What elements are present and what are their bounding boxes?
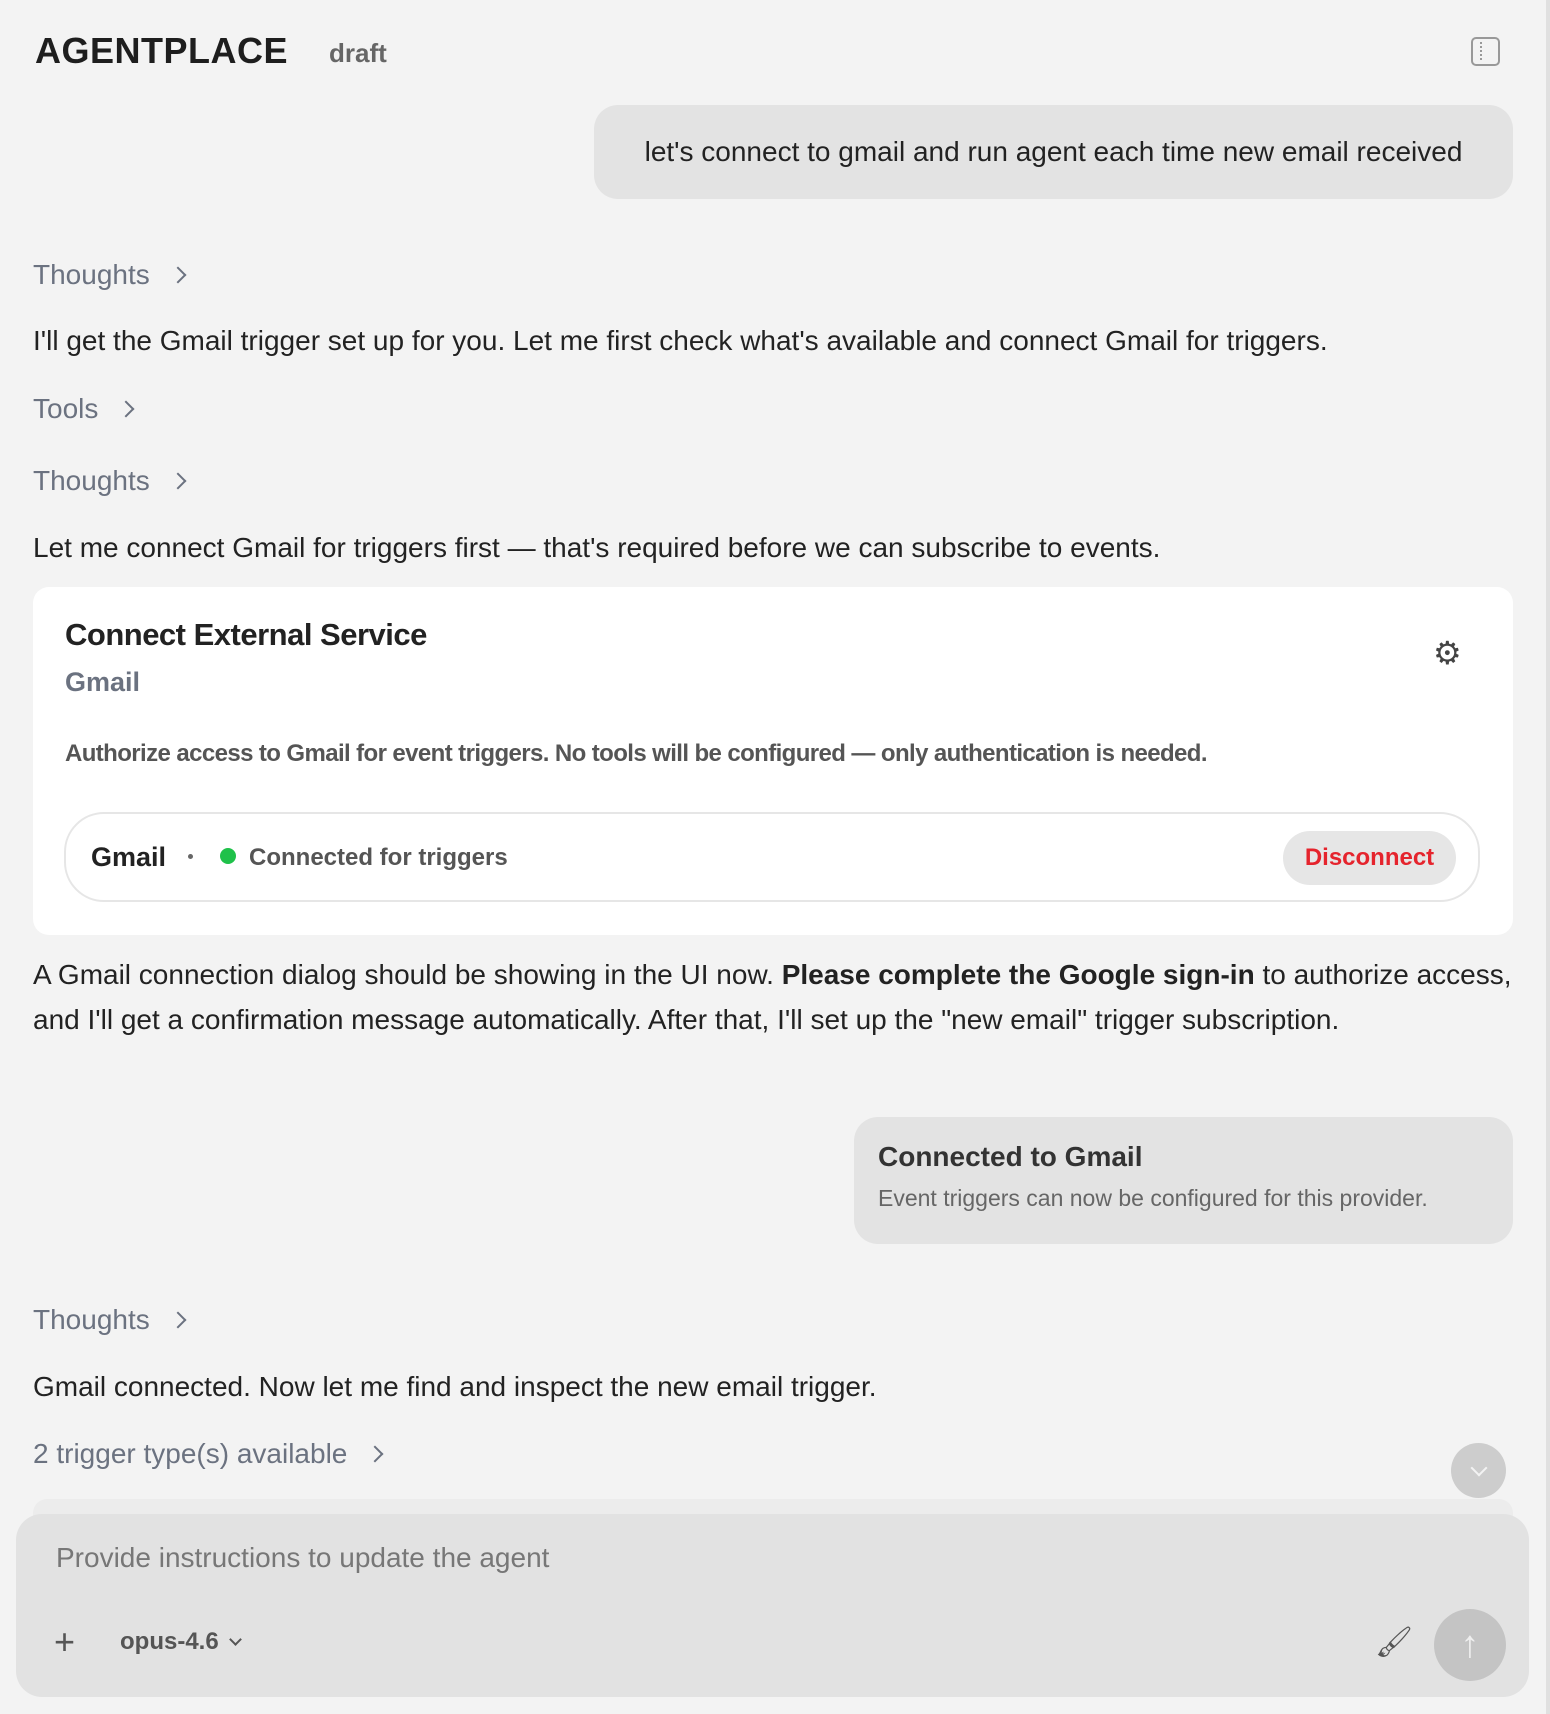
assistant-message: Let me connect Gmail for triggers first — that's required before we can subscribe to events. — [33, 532, 1161, 563]
assistant-message: Gmail connected. Now let me find and inspect the new email trigger. — [33, 1371, 877, 1402]
thoughts-label: Thoughts — [33, 1304, 150, 1335]
confirmation-subtitle: Event triggers can now be configured for this provider. — [878, 1185, 1428, 1211]
chevron-right-icon — [169, 267, 186, 284]
confirmation-title: Connected to Gmail — [878, 1141, 1143, 1172]
composer — [16, 1514, 1529, 1697]
card-title: Connect External Service — [65, 617, 427, 652]
disconnect-button[interactable]: Disconnect — [1283, 831, 1456, 885]
connect-service-card — [33, 587, 1513, 935]
message-text: A Gmail connection dialog should be showing in the UI now. — [33, 959, 782, 990]
status-dot-icon — [220, 848, 236, 864]
chevron-right-icon — [118, 401, 135, 418]
separator-dot — [188, 854, 193, 859]
chevron-down-icon — [1470, 1459, 1487, 1476]
user-message: let's connect to gmail and run agent each time new email received — [594, 105, 1513, 199]
chevron-right-icon — [169, 473, 186, 490]
triggers-toggle[interactable] — [33, 1438, 381, 1470]
card-description: Authorize access to Gmail for event triggers. No tools will be configured — only authentication is needed. — [65, 740, 1207, 767]
model-label: opus-4.6 — [120, 1628, 219, 1655]
chevron-right-icon — [169, 1312, 186, 1329]
model-selector[interactable] — [120, 1628, 240, 1656]
scrollbar[interactable] — [1546, 0, 1550, 1714]
assistant-message: I'll get the Gmail trigger set up for you. Let me first check what's available and connect Gmail for triggers. — [33, 325, 1328, 356]
card-subtitle: Gmail — [65, 667, 141, 697]
thoughts-toggle[interactable] — [33, 1304, 184, 1336]
message-text: to authorize access, and I'll get a confirmation message automatically. After that, I'll set up the "new email" trigger subscription. — [33, 959, 1512, 1035]
arrow-up-icon: ↑ — [1460, 1623, 1480, 1666]
send-button[interactable] — [1434, 1609, 1506, 1681]
message-bold-text: Please complete the Google sign-in — [781, 959, 1255, 990]
scroll-to-bottom-button[interactable] — [1451, 1443, 1506, 1498]
tools-label: Tools — [33, 393, 99, 424]
tools-toggle[interactable] — [33, 393, 132, 425]
triggers-label: 2 trigger type(s) available — [33, 1438, 348, 1469]
thoughts-toggle[interactable] — [33, 465, 184, 497]
connection-confirmation — [854, 1117, 1513, 1244]
brush-icon[interactable]: 🖌 — [1375, 1626, 1414, 1659]
assistant-message — [33, 952, 1513, 1042]
instructions-input[interactable] — [56, 1542, 1056, 1574]
connection-row — [64, 812, 1480, 902]
connection-status: Connected for triggers — [249, 844, 508, 871]
gear-icon[interactable]: ⚙ — [1433, 635, 1462, 671]
chevron-down-icon — [229, 1633, 242, 1646]
toggle-panel-icon[interactable] — [1471, 37, 1500, 66]
thoughts-label: Thoughts — [33, 465, 150, 496]
thoughts-label: Thoughts — [33, 259, 150, 290]
plus-icon[interactable]: + — [54, 1621, 76, 1662]
chevron-right-icon — [367, 1446, 384, 1463]
connection-name: Gmail — [91, 842, 167, 872]
thoughts-toggle[interactable] — [33, 259, 184, 291]
draft-status: draft — [329, 38, 387, 68]
app-logo: AGENTPLACE — [35, 30, 289, 71]
